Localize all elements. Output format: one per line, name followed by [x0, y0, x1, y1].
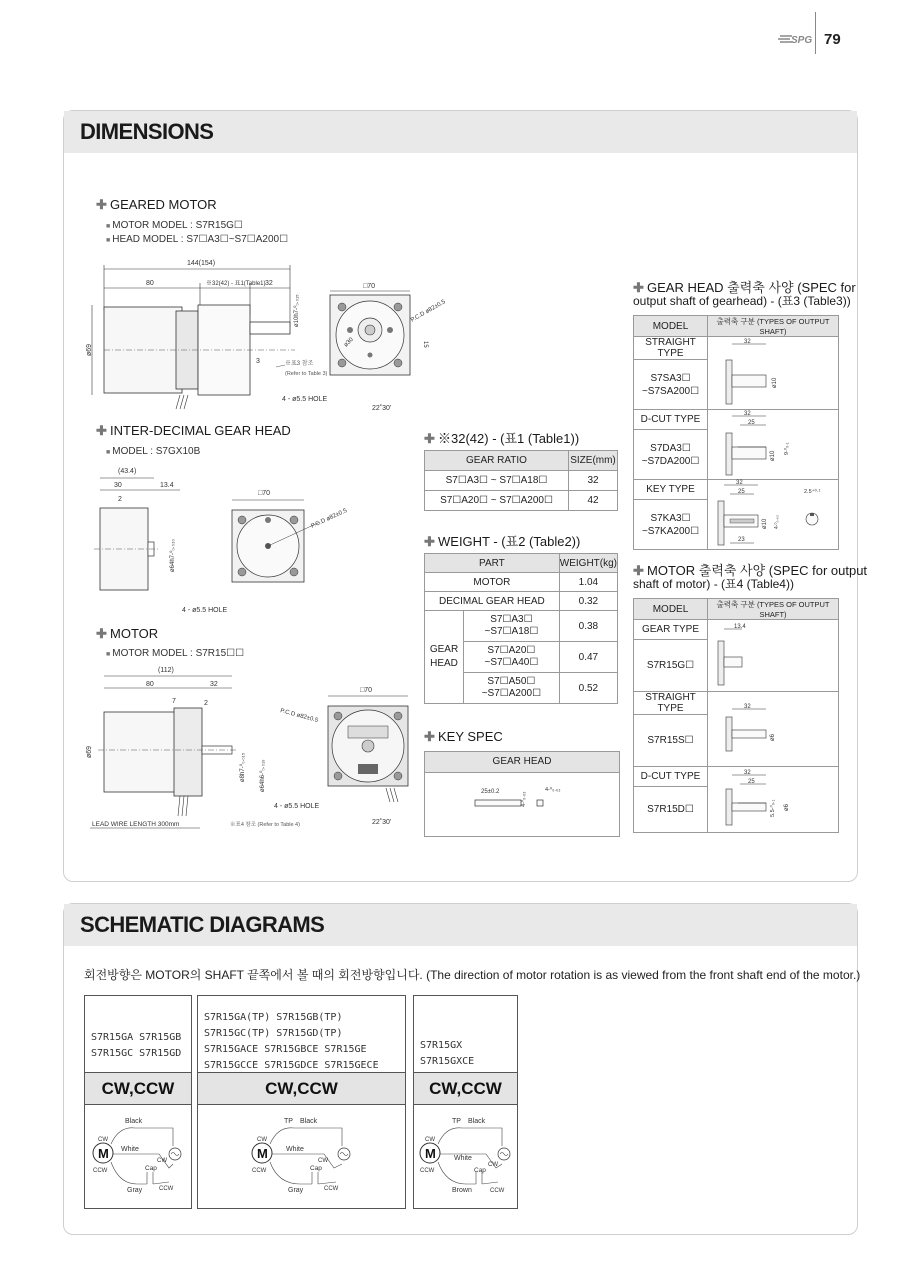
table-cell: D-CUT TYPE [634, 410, 708, 430]
model-list: S7R15GA(TP) S7R15GB(TP) S7R15GC(TP) S7R15GD(TP) S7R15GACE S7R15GBCE S7R15GE S7R15GCCE S7R15GDCE S7R15GECE [204, 1012, 379, 1071]
table-cell: D-CUT TYPE [634, 767, 708, 787]
table-cell: S7KA3☐ ~S7KA200☐ [634, 500, 708, 550]
svg-text:25: 25 [748, 419, 755, 426]
inter-decimal-heading: ✚ INTER-DECIMAL GEAR HEAD [96, 423, 291, 438]
table4-heading: ✚ MOTOR 출력축 사양 (SPEC for output [633, 563, 868, 578]
svg-text:4-⁰₀.₀₃: 4-⁰₀.₀₃ [521, 791, 527, 807]
table-cell: STRAIGHT TYPE [634, 337, 708, 360]
svg-text:White: White [454, 1155, 472, 1162]
svg-text:LEAD WIRE LENGTH 300mm: LEAD WIRE LENGTH 300mm [92, 821, 180, 828]
table-cell: 0.47 [559, 642, 617, 673]
svg-text:32: 32 [744, 339, 751, 345]
inter-decimal-model: ■ MODEL : S7GX10B [106, 446, 201, 457]
svg-text:ø8h7-⁰₀.₀₁₅: ø8h7-⁰₀.₀₁₅ [240, 752, 246, 782]
table3-output-shaft [633, 315, 839, 550]
svg-text:3: 3 [256, 358, 260, 365]
svg-text:23: 23 [738, 536, 745, 543]
table-cell: S7☐A20☐ ~ S7☐A200☐ [425, 491, 569, 511]
svg-text:ø10: ø10 [772, 377, 778, 388]
geared-motor-drawing [80, 255, 447, 415]
table-cell-gear-head: GEAR HEAD [425, 611, 464, 704]
plus-icon: ✚ [424, 534, 435, 549]
table-cell: S7☐A20☐ ~S7☐A40☐ [464, 642, 560, 673]
svg-text:ø6: ø6 [784, 803, 790, 811]
svg-text:CCW: CCW [420, 1168, 435, 1174]
svg-text:□70: □70 [363, 283, 376, 290]
svg-text:CW: CW [98, 1137, 108, 1143]
svg-text:White: White [121, 1146, 139, 1153]
straight-shaft-drawing [708, 337, 839, 410]
geared-motor-heading: ✚ GEARED MOTOR [96, 197, 217, 212]
schematic-header [64, 904, 857, 946]
table3-heading-2: output shaft of gearhead) - (표3 (Table3)) [633, 294, 851, 308]
svg-text:※표3 참조: ※표3 참조 [285, 361, 314, 367]
svg-text:15: 15 [422, 341, 428, 348]
svg-text:Brown: Brown [452, 1187, 472, 1194]
table4-heading-2: shaft of motor) - (표4 (Table4)) [633, 577, 794, 591]
svg-text:2: 2 [118, 496, 122, 503]
motor-drawing [80, 662, 420, 832]
table-cell: KEY TYPE [634, 480, 708, 500]
motor-heading: ✚ MOTOR [96, 626, 159, 641]
table-cell: S7DA3☐ ~S7DA200☐ [634, 430, 708, 480]
svg-text:4 - ø5.5 HOLE: 4 - ø5.5 HOLE [282, 396, 328, 403]
schematic-title: SCHEMATIC DIAGRAMS [80, 912, 325, 937]
svg-text:TP: TP [452, 1118, 461, 1125]
svg-text:32: 32 [744, 704, 751, 710]
rotation-label: CW,CCW [85, 1072, 191, 1105]
svg-text:32: 32 [265, 280, 273, 287]
svg-text:CCW: CCW [324, 1186, 339, 1192]
plus-icon: ✚ [424, 729, 435, 744]
svg-text:2: 2 [204, 700, 208, 707]
plus-icon: ✚ [633, 563, 644, 578]
table-cell: 0.32 [559, 592, 617, 611]
svg-text:32: 32 [744, 769, 751, 776]
geared-motor-model: ■ MOTOR MODEL : S7R15G☐ [106, 220, 243, 231]
table1-gear-ratio [424, 450, 618, 511]
table2-weight [424, 553, 618, 704]
svg-text:※32(42) - 표1(Table1): ※32(42) - 표1(Table1) [206, 281, 266, 287]
motor-model: ■ MOTOR MODEL : S7R15☐☐ [106, 648, 245, 659]
table-cell: S7R15G☐ [634, 640, 708, 692]
svg-text:80: 80 [146, 681, 154, 688]
svg-text:ø64h7-⁰₀.₀₃₀: ø64h7-⁰₀.₀₃₀ [170, 539, 176, 572]
svg-text:4 - ø5.5 HOLE: 4 - ø5.5 HOLE [182, 607, 228, 614]
dimensions-title: DIMENSIONS [80, 119, 214, 144]
svg-text:ø30: ø30 [343, 336, 355, 349]
svg-text:Cap: Cap [310, 1165, 322, 1172]
table-cell: 0.52 [559, 673, 617, 704]
plus-icon: ✚ [96, 626, 107, 641]
spg-logo [778, 32, 813, 46]
table-cell: DECIMAL GEAR HEAD [425, 592, 560, 611]
svg-text:ø64h6-⁰₀.₀₁₉: ø64h6-⁰₀.₀₁₉ [260, 759, 266, 792]
table-cell: S7SA3☐ ~S7SA200☐ [634, 360, 708, 410]
svg-text:9-⁰₀.₁: 9-⁰₀.₁ [784, 441, 790, 455]
svg-text:ø69: ø69 [86, 343, 93, 356]
svg-text:CCW: CCW [159, 1186, 174, 1192]
table-header: MODEL [634, 599, 708, 620]
svg-text:□70: □70 [360, 687, 373, 694]
svg-text:Gray: Gray [127, 1187, 143, 1194]
table-cell: GEAR TYPE [634, 620, 708, 640]
svg-text:32: 32 [744, 410, 751, 417]
svg-text:13.4: 13.4 [734, 623, 746, 630]
key-spec-heading: ✚ KEY SPEC [424, 729, 503, 744]
svg-text:(Refer to Table 3): (Refer to Table 3) [285, 371, 328, 377]
table2-heading: ✚ WEIGHT - (표2 (Table2)) [424, 534, 581, 549]
wiring-diagram [89, 1108, 189, 1198]
table-cell: S7☐A3☐ ~ S7☐A18☐ [425, 471, 569, 491]
svg-text:P.C.D ø82±0.5: P.C.D ø82±0.5 [279, 708, 319, 724]
table-header: 출력축 구분 (TYPES OF OUTPUT SHAFT) [708, 599, 839, 620]
svg-text:32: 32 [210, 681, 218, 688]
svg-text:Black: Black [468, 1118, 486, 1125]
svg-text:Black: Black [125, 1118, 143, 1125]
svg-text:4-⁰₀.₀₃: 4-⁰₀.₀₃ [774, 514, 780, 529]
svg-text:4 - ø5.5 HOLE: 4 - ø5.5 HOLE [274, 803, 320, 810]
motor-dcut-shaft-drawing [708, 767, 839, 833]
svg-text:CW: CW [425, 1137, 435, 1143]
svg-text:TP: TP [284, 1118, 293, 1125]
svg-text:M: M [425, 1146, 436, 1161]
page-number: 79 [824, 31, 841, 48]
svg-text:Black: Black [300, 1118, 318, 1125]
svg-text:5.5-⁰₀.₁: 5.5-⁰₀.₁ [770, 799, 776, 817]
table-header: GEAR RATIO [425, 451, 569, 471]
svg-text:P.C.D ø82±0.5: P.C.D ø82±0.5 [410, 299, 447, 324]
svg-text:22˚30': 22˚30' [372, 405, 392, 412]
table-cell: 32 [569, 471, 618, 491]
wiring-diagram [416, 1108, 516, 1198]
rotation-note: 회전방향은 MOTOR의 SHAFT 끝쪽에서 볼 때의 회전방향입니다. (The direction of motor rotation is as viewed from the front shaft end of the motor.) [84, 968, 861, 982]
svg-text:Cap: Cap [145, 1165, 157, 1172]
svg-text:□70: □70 [258, 490, 271, 497]
table-cell: S7R15S☐ [634, 715, 708, 767]
schematic-box [197, 995, 406, 1209]
table-cell: S7☐A50☐ ~S7☐A200☐ [464, 673, 560, 704]
table-header: PART [425, 554, 560, 573]
rotation-label: CW,CCW [414, 1072, 517, 1105]
table-cell: STRAIGHT TYPE [634, 692, 708, 715]
key-shaft-drawing [708, 480, 839, 550]
table-header: 출력축 구분 (TYPES OF OUTPUT SHAFT) [708, 316, 839, 337]
svg-text:White: White [286, 1146, 304, 1153]
plus-icon: ✚ [96, 197, 107, 212]
geared-head-model: ■ HEAD MODEL : S7☐A3☐~S7☐A200☐ [106, 234, 289, 245]
model-list: S7R15GA S7R15GB S7R15GC S7R15GD [91, 1032, 182, 1059]
svg-text:(112): (112) [158, 667, 174, 674]
svg-text:(43.4): (43.4) [118, 468, 137, 475]
svg-text:25: 25 [738, 488, 745, 495]
svg-text:25±0.2: 25±0.2 [481, 789, 500, 795]
svg-text:80: 80 [146, 280, 154, 287]
svg-text:4-⁰₀.₀₃: 4-⁰₀.₀₃ [545, 787, 561, 793]
table3-heading: ✚ GEAR HEAD 출력축 사양 (SPEC for [633, 280, 856, 295]
plus-icon: ✚ [424, 431, 435, 446]
table-cell: 1.04 [559, 573, 617, 592]
svg-text:ø69: ø69 [86, 745, 93, 758]
plus-icon: ✚ [96, 423, 107, 438]
table1-heading: ✚ ※32(42) - (표1 (Table1)) [424, 431, 580, 446]
svg-text:30: 30 [114, 482, 122, 489]
svg-text:※표4 참조 (Refer to Table 4): ※표4 참조 (Refer to Table 4) [230, 822, 300, 828]
svg-text:Gray: Gray [288, 1187, 304, 1194]
table-header: SIZE(mm) [569, 451, 618, 471]
schematic-box [413, 995, 518, 1209]
svg-text:13.4: 13.4 [160, 482, 174, 489]
svg-text:22˚30': 22˚30' [372, 819, 392, 826]
table-cell: S7☐A3☐ ~S7☐A18☐ [464, 611, 560, 642]
table-header: WEIGHT(kg) [559, 554, 617, 573]
dimensions-header [64, 111, 857, 153]
svg-text:144(154): 144(154) [187, 260, 216, 267]
svg-text:CW: CW [157, 1158, 167, 1164]
svg-text:CCW: CCW [252, 1168, 267, 1174]
svg-text:CCW: CCW [93, 1168, 108, 1174]
table-cell: S7R15D☐ [634, 787, 708, 833]
key-spec-column: GEAR HEAD [425, 752, 619, 773]
svg-text:M: M [257, 1146, 268, 1161]
key-spec-box [424, 751, 620, 837]
table-header: MODEL [634, 316, 708, 337]
table4-motor-shaft [633, 598, 839, 833]
table-cell: 42 [569, 491, 618, 511]
svg-text:SPG: SPG [791, 35, 813, 46]
table-cell: 0.38 [559, 611, 617, 642]
wiring-diagram [248, 1108, 358, 1198]
svg-text:ø10: ø10 [762, 518, 768, 529]
inter-decimal-drawing [90, 462, 360, 617]
header-divider [815, 12, 816, 54]
svg-text:ø6: ø6 [770, 733, 776, 741]
table-cell: MOTOR [425, 573, 560, 592]
svg-text:ø10h7-⁰₀.₀₁₅: ø10h7-⁰₀.₀₁₅ [294, 294, 300, 327]
svg-text:2.5⁺⁰·¹: 2.5⁺⁰·¹ [804, 488, 821, 495]
svg-text:CCW: CCW [490, 1188, 505, 1194]
svg-text:CW: CW [488, 1162, 498, 1168]
rotation-label: CW,CCW [198, 1072, 405, 1105]
motor-straight-shaft-drawing [708, 692, 839, 767]
svg-text:32: 32 [736, 479, 743, 486]
svg-text:P.C.D ø82±0.5: P.C.D ø82±0.5 [310, 507, 349, 530]
plus-icon: ✚ [633, 280, 644, 295]
key-spec-drawing [425, 773, 619, 835]
svg-text:25: 25 [748, 778, 755, 785]
model-list: S7R15GX S7R15GXCE [420, 1040, 475, 1067]
svg-text:M: M [98, 1146, 109, 1161]
schematic-box [84, 995, 192, 1209]
svg-text:CW: CW [318, 1158, 328, 1164]
gear-shaft-drawing [708, 620, 839, 692]
svg-text:CW: CW [257, 1137, 267, 1143]
svg-text:7: 7 [172, 698, 176, 705]
dcut-shaft-drawing [708, 410, 839, 480]
svg-text:Cap: Cap [474, 1167, 486, 1174]
svg-text:ø10: ø10 [770, 450, 776, 461]
